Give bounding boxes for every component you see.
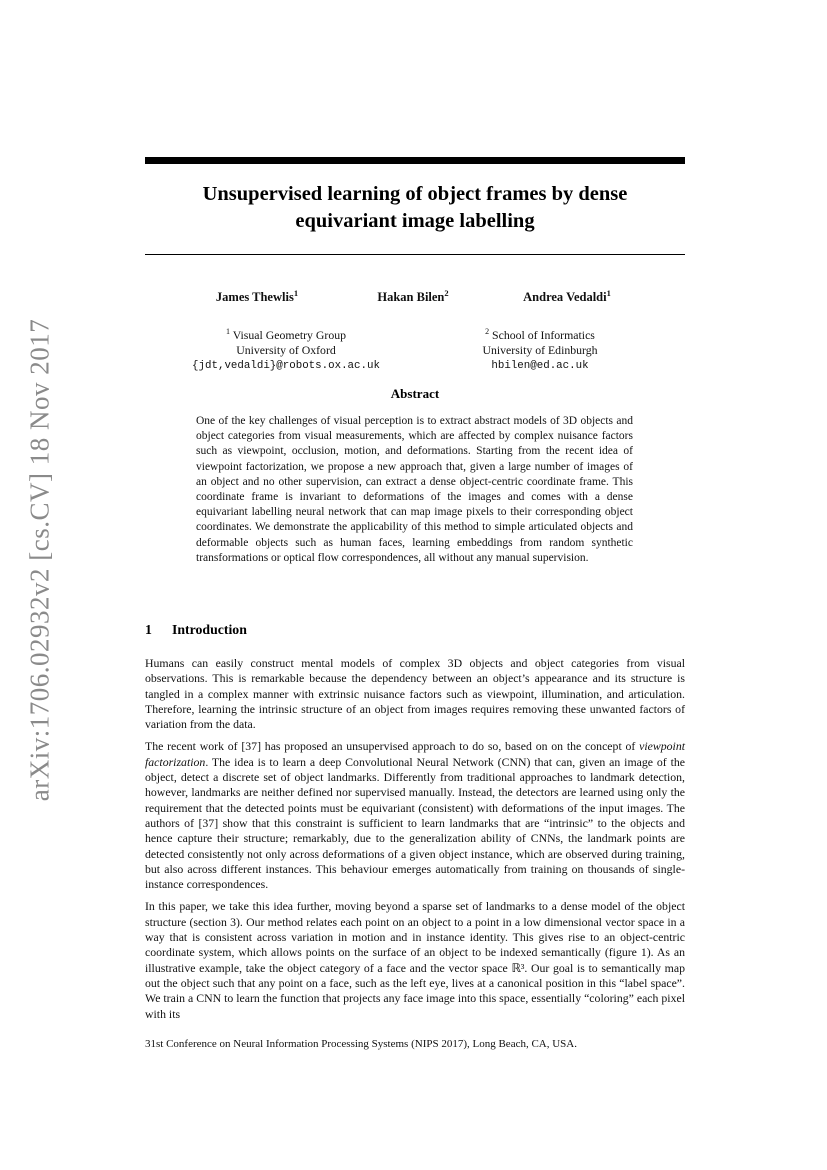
- paper-title: Unsupervised learning of object frames by dense equivariant image labelling: [202, 183, 628, 232]
- author-james-thewlis: [216, 288, 298, 305]
- intro-paragraph-1: Humans can easily construct mental models of complex 3D objects and object categories from visual observations. This is remarkable because the dependency between an object’s appearance and its structure is tangled in a complex manner with extrinsic nuisance factors such as viewpoint, illumination, and articulation. Therefore, learning the intrinsic structure of an object from images requires removing these unwanted factors of variation from the data.: [145, 656, 685, 732]
- conference-footnote: 31st Conference on Neural Information Processing Systems (NIPS 2017), Long Beach, CA, USA.: [145, 1038, 577, 1050]
- author-name: James Thewlis: [215, 290, 294, 305]
- affiliation-institution: University of Oxford: [236, 343, 336, 358]
- author-affiliation-marker: 1: [606, 288, 611, 298]
- affiliation-org-text: School of Informatics: [492, 327, 595, 342]
- author-affiliation-marker: 2: [444, 288, 449, 298]
- affiliation-org: [482, 324, 597, 343]
- section-heading-introduction: [145, 622, 247, 638]
- author-affiliation-marker: 1: [293, 288, 299, 298]
- intro-paragraph-3: In this paper, we take this idea further, moving beyond a sparse set of landmarks to a dense model of the object structure (section 3). Our method relates each point on an object to a point in a low dimensional vector space in a way that is consistent across variation in motion and in instance identity. This gives rise to an object-centric coordinate system, which allows points on the surface of an object to be indexed semantically (figure 1). As an illustrative example, take the object category of a face and the vector space ℝ³. Our goal is to semantically map out the object such that any point on a face, such as the left eye, lives at a canonical position in this “label space”. We train a CNN to learn the function that projects any face image into this space, essentially “coloring” each pixel with its: [145, 899, 685, 1021]
- author-andrea-vedaldi: [523, 288, 611, 305]
- author-hakan-bilen: [377, 288, 448, 305]
- arxiv-watermark: arXiv:1706.02932v2 [cs.CV] 18 Nov 2017: [24, 318, 55, 802]
- author-name: Andrea Vedaldi: [523, 290, 607, 305]
- affiliation-email: {jdt,vedaldi}@robots.ox.ac.uk: [192, 359, 380, 372]
- affiliation-org: [192, 324, 380, 343]
- affiliation-edinburgh: [482, 324, 597, 374]
- affiliation-institution: University of Edinburgh: [482, 343, 598, 358]
- title-rule-top: [145, 157, 685, 164]
- introduction-body: [145, 656, 685, 1029]
- affiliation-email: hbilen@ed.ac.uk: [491, 359, 589, 372]
- title-rule-bottom: [145, 254, 685, 255]
- section-number: 1: [145, 622, 152, 637]
- affiliation-oxford: [192, 324, 380, 374]
- intro-paragraph-2: The recent work of [37] has proposed an unsupervised approach to do so, based on on the concept of viewpoint factorization. The idea is to learn a deep Convolutional Neural Network (CNN) that can, given an image of the object, detect a discrete set of object landmarks. Differently from traditional approaches to landmark detection, however, landmarks are neither defined nor supervised manually. Instead, the detectors are learned using only the requirement that the detected points must be equivariant (consistent) with deformations of the input images. The authors of [37] show that this constraint is sufficient to learn landmarks that are “intrinsic” to the objects and hence capture their structure; remarkably, due to the generalization ability of CNNs, the landmark points are detected consistently not only across deformations of a given object instance, which are observed during training, but also across different instances. This behaviour emerges automatically from training on thousands of single-instance correspondences.: [145, 739, 685, 892]
- abstract-heading: Abstract: [390, 386, 440, 401]
- affiliation-org-text: Visual Geometry Group: [232, 327, 347, 342]
- section-title: Introduction: [172, 622, 247, 637]
- abstract-text: One of the key challenges of visual perception is to extract abstract models of 3D objects and object categories from visual measurements, which are affected by complex nuisance factors such as viewpoint, occlusion, motion, and deformations. Starting from the recent idea of viewpoint factorization, we propose a new approach that, given a large number of images of an object and no other supervision, can extract a dense object-centric coordinate frame. This coordinate frame is invariant to deformations of the images and comes with a dense equivariant labelling neural network that can map image pixels to their corresponding object coordinates. We demonstrate the applicability of this method to simple articulated objects and deformable objects such as human faces, learning embeddings from random synthetic transformations or optical flow correspondences, all without any manual supervision.: [196, 415, 633, 564]
- affiliation-marker: 2: [485, 327, 490, 336]
- affiliation-marker: 1: [225, 327, 230, 336]
- author-name: Hakan Bilen: [377, 290, 445, 305]
